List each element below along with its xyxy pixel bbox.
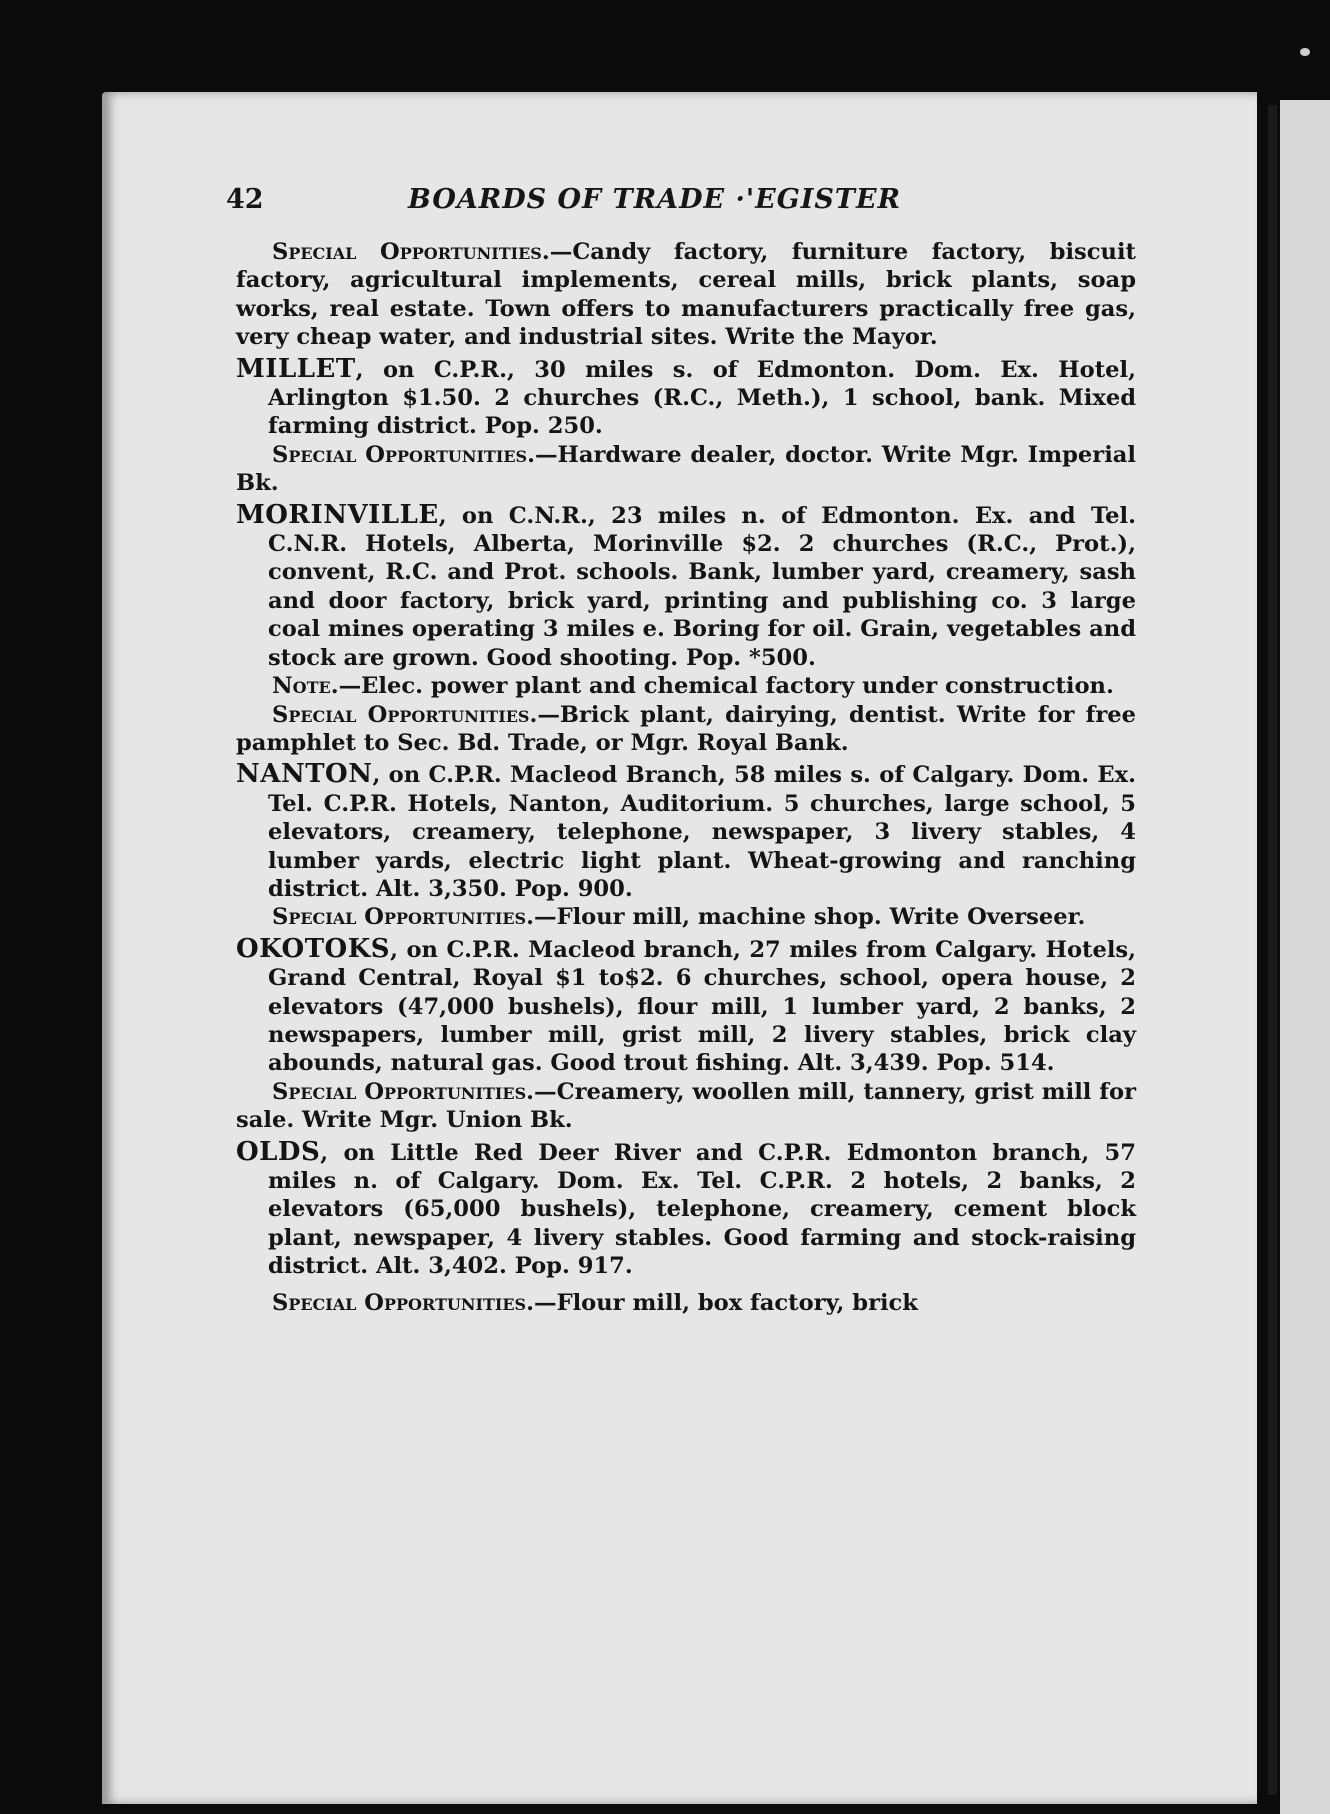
paragraph-text: —Hardware dealer, doctor. Write Mgr. Imperial Bk.	[236, 441, 1136, 497]
town-name: MILLET	[236, 353, 356, 384]
entry-text: , on Little Red Deer River and C.P.R. Edmonton branch, 57 miles n. of Calgary. Dom. Ex. Tel. C.P.R. 2 hotels, 2 banks, 2 elevators (65,000 bushels), telephone, creamery, cement block plant, newspaper, 4 livery stables. Good farming and stock-raising district. Alt. 3,402. Pop. 917.	[268, 1139, 1136, 1280]
town-name: OKOTOKS	[236, 933, 391, 964]
town-entry-millet	[236, 353, 1136, 441]
special-opportunities-paragraph	[236, 1078, 1136, 1135]
town-name: OLDS	[236, 1136, 321, 1167]
running-title: BOARDS OF TRADE ·'EGISTER	[408, 184, 902, 215]
special-opportunities-paragraph	[236, 441, 1136, 498]
town-entry-morinville	[236, 499, 1136, 672]
facing-page-edge	[1280, 100, 1330, 1814]
special-opportunities-paragraph	[236, 701, 1136, 758]
book-gutter	[1268, 105, 1277, 1795]
paragraph-text: —Elec. power plant and chemical factory under construction.	[338, 673, 1114, 700]
entry-text: , on C.P.R., 30 miles s. of Edmonton. Dom. Ex. Hotel, Arlington $1.50. 2 churches (R.C., Meth.), 1 school, bank. Mixed farming district. Pop. 250.	[268, 356, 1136, 440]
paragraph-text: —Creamery, woollen mill, tannery, grist mill for sale. Write Mgr. Union Bk.	[236, 1078, 1136, 1134]
town-entry-nanton	[236, 759, 1136, 903]
section-label: Special Opportunities.	[272, 1078, 535, 1105]
town-entry-okotoks	[236, 933, 1136, 1078]
paragraph-text: —Flour mill, machine shop. Write Overseer.	[533, 904, 1086, 931]
special-opportunities-paragraph	[236, 238, 1136, 352]
paragraph-text: —Candy factory, furniture factory, biscuit factory, agricultural implements, cereal mills, brick plants, soap works, real estate. Town offers to manufacturers practically free gas, very cheap water, and industrial sites. Write the Mayor.	[236, 239, 1136, 351]
entry-text: , on C.P.R. Macleod branch, 27 miles from Calgary. Hotels, Grand Central, Royal $1 to$2. 6 churches, school, opera house, 2 elevators (47,000 bushels), flour mill, 1 lumber yard, 2 banks, 2 newspapers, lumber mill, grist mill, 2 livery stables, brick clay abounds, natural gas. Good trout fishing. Alt. 3,439. Pop. 514.	[268, 936, 1136, 1077]
section-label: Note.	[272, 673, 339, 700]
special-opportunities-paragraph	[236, 903, 1136, 931]
paragraph-text: —Flour mill, box factory, brick	[533, 1289, 918, 1316]
town-name: MORINVILLE	[236, 499, 439, 530]
page-number: 42	[226, 184, 264, 215]
town-entry-olds	[236, 1136, 1136, 1281]
special-opportunities-paragraph	[236, 1289, 1136, 1317]
section-label: Special Opportunities.	[272, 441, 535, 468]
entry-text: , on C.N.R., 23 miles n. of Edmonton. Ex. and Tel. C.N.R. Hotels, Alberta, Morinville $2. 2 churches (R.C., Prot.), convent, R.C. and Prot. schools. Bank, lumber yard, creamery, sash and door factory, brick yard, printing and publishing co. 3 large coal mines operating 3 miles e. Boring for oil. Grain, vegetables and stock are grown. Good shooting. Pop. *500.	[268, 502, 1136, 671]
section-label: Special Opportunities.	[272, 1289, 534, 1316]
section-label: Special Opportunities.	[272, 239, 550, 265]
section-label: Special Opportunities.	[272, 904, 534, 931]
page-header	[226, 184, 1116, 224]
town-name: NANTON	[236, 759, 373, 790]
paragraph-text: —Brick plant, dairying, dentist. Write for free pamphlet to Sec. Bd. Trade, or Mgr. Royal Bank.	[236, 701, 1136, 756]
dust-speck	[1300, 48, 1310, 56]
entry-text: , on C.P.R. Macleod Branch, 58 miles s. of Calgary. Dom. Ex. Tel. C.P.R. Hotels, Nanton, Auditorium. 5 churches, large school, 5 elevators, creamery, telephone, newspaper, 3 livery stables, 4 lumber yards, electric light plant. Wheat-growing and ranching district. Alt. 3,350. Pop. 900.	[268, 762, 1136, 902]
page-body	[236, 238, 1136, 1317]
section-label: Special Opportunities.	[272, 701, 538, 728]
note-paragraph	[236, 672, 1136, 700]
